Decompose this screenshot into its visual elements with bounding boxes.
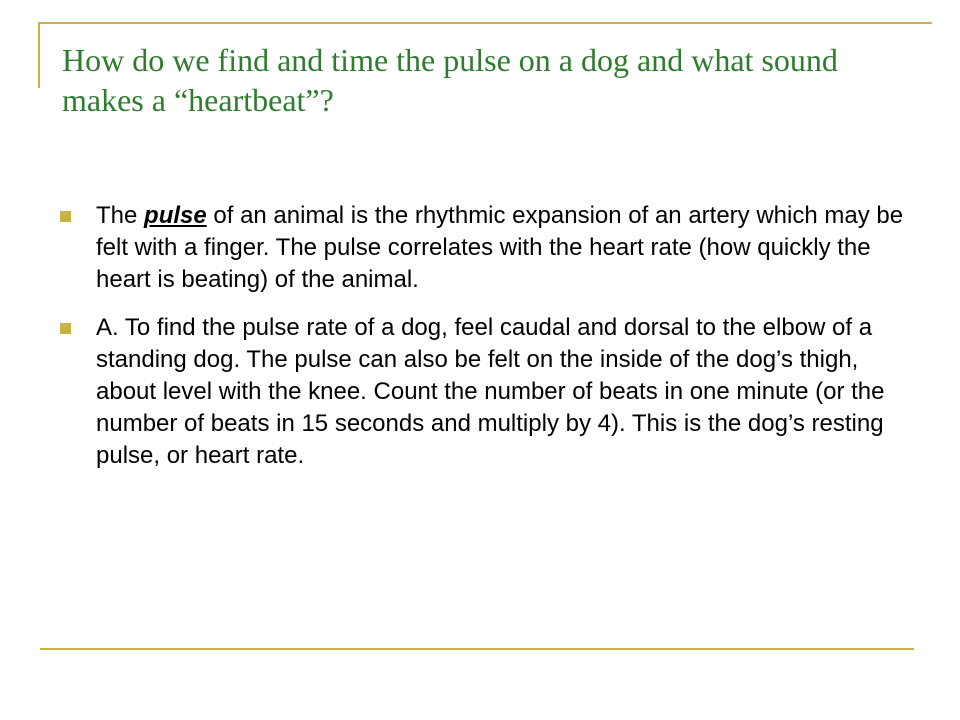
frame-left-line <box>38 22 40 88</box>
pulse-term: pulse <box>144 202 207 229</box>
bullet-item-pulse-definition <box>60 200 920 296</box>
bullet-rest-text: of an animal is the rhythmic expansion of an artery which may be felt with a finger. The pulse correlates with the heart rate (how quickly the heart is beating) of the animal. <box>96 202 904 293</box>
frame-top-line <box>40 22 932 24</box>
slide-title: How do we find and time the pulse on a dog and what sound makes a “heartbeat”? <box>62 42 838 118</box>
bullet-lead-text: The <box>96 202 145 229</box>
bullet-item-find-pulse <box>60 312 920 472</box>
bullet-text: A. To find the pulse rate of a dog, feel caudal and dorsal to the elbow of a standing dog. The pulse can also be felt on the inside of the dog’s thigh, about level with the knee. Count the number of beats in one minute (or the number of beats in 15 seconds and multiply by 4). This is the dog’s resting pulse, or heart rate. <box>96 314 885 469</box>
square-bullet-icon <box>60 211 71 222</box>
bullet-list <box>60 200 920 488</box>
square-bullet-icon <box>60 323 71 334</box>
frame-bottom-line <box>40 648 914 650</box>
